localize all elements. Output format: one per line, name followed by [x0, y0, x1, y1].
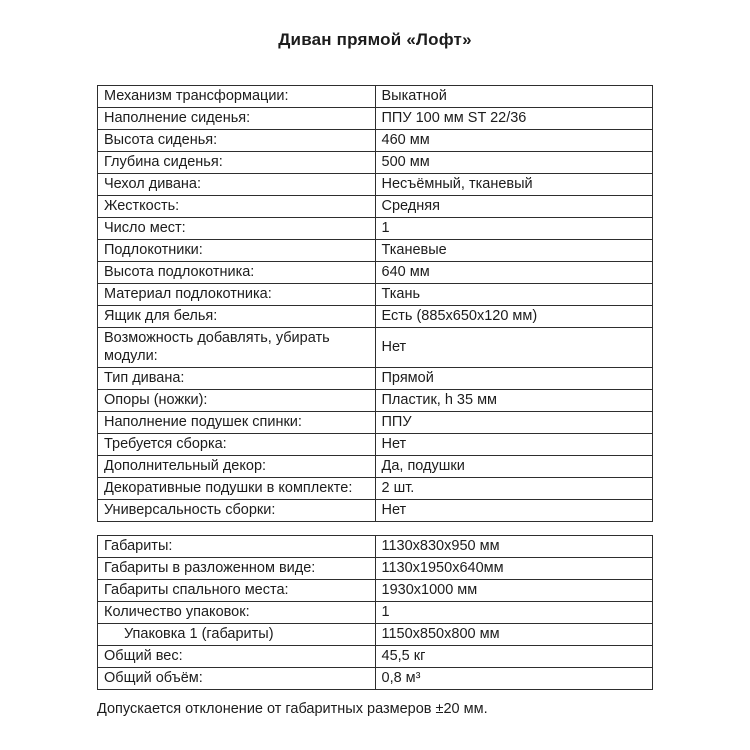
spec-label: Декоративные подушки в комплекте: — [98, 478, 376, 500]
dimension-label: Упаковка 1 (габариты) — [98, 624, 376, 646]
table-row — [98, 478, 653, 500]
spec-value: 500 мм — [375, 152, 653, 174]
table-row — [98, 558, 653, 580]
spec-table — [97, 85, 653, 522]
dimension-value: 1 — [375, 602, 653, 624]
dimensions-table — [97, 535, 653, 690]
spec-value: 640 мм — [375, 262, 653, 284]
tolerance-note: Допускается отклонение от габаритных размеров ±20 мм. — [97, 701, 488, 717]
spec-value: ППУ — [375, 412, 653, 434]
dimension-label: Общий объём: — [98, 668, 376, 690]
spec-label: Жесткость: — [98, 196, 376, 218]
spec-value: 1 — [375, 218, 653, 240]
spec-label: Материал подлокотника: — [98, 284, 376, 306]
spec-label: Высота сиденья: — [98, 130, 376, 152]
table-row — [98, 536, 653, 558]
page-title: Диван прямой «Лофт» — [278, 30, 472, 49]
spec-label: Возможность добавлять, убирать модули: — [98, 328, 376, 368]
table-row — [98, 368, 653, 390]
spec-label: Требуется сборка: — [98, 434, 376, 456]
table-row — [98, 602, 653, 624]
spec-label: Глубина сиденья: — [98, 152, 376, 174]
table-row — [98, 580, 653, 602]
spec-label: Наполнение сиденья: — [98, 108, 376, 130]
spec-label: Механизм трансформации: — [98, 86, 376, 108]
spec-value: ППУ 100 мм ST 22/36 — [375, 108, 653, 130]
spec-label: Универсальность сборки: — [98, 500, 376, 522]
table-row — [98, 262, 653, 284]
spec-value: Выкатной — [375, 86, 653, 108]
spec-value: Прямой — [375, 368, 653, 390]
spec-value: Нет — [375, 434, 653, 456]
dimension-value: 1130х1950х640мм — [375, 558, 653, 580]
table-row — [98, 646, 653, 668]
table-row — [98, 306, 653, 328]
spec-value: Тканевые — [375, 240, 653, 262]
spec-label: Дополнительный декор: — [98, 456, 376, 478]
spec-value: 2 шт. — [375, 478, 653, 500]
spec-label: Тип дивана: — [98, 368, 376, 390]
table-row — [98, 152, 653, 174]
table-row — [98, 500, 653, 522]
table-row — [98, 456, 653, 478]
dimension-label: Габариты спального места: — [98, 580, 376, 602]
table-row — [98, 240, 653, 262]
spec-value: Несъёмный, тканевый — [375, 174, 653, 196]
spec-label: Высота подлокотника: — [98, 262, 376, 284]
table-row — [98, 174, 653, 196]
dimension-label: Количество упаковок: — [98, 602, 376, 624]
table-row — [98, 86, 653, 108]
spec-label: Число мест: — [98, 218, 376, 240]
spec-label: Ящик для белья: — [98, 306, 376, 328]
spec-value: Нет — [375, 328, 653, 368]
table-row — [98, 196, 653, 218]
spec-value: 460 мм — [375, 130, 653, 152]
dimension-label: Габариты в разложенном виде: — [98, 558, 376, 580]
spec-value: Пластик, h 35 мм — [375, 390, 653, 412]
spec-value: Да, подушки — [375, 456, 653, 478]
spec-label: Чехол дивана: — [98, 174, 376, 196]
table-row — [98, 130, 653, 152]
table-row — [98, 434, 653, 456]
table-row — [98, 108, 653, 130]
spec-value: Средняя — [375, 196, 653, 218]
table-gap — [97, 522, 653, 535]
dimension-value: 1150х850х800 мм — [375, 624, 653, 646]
spec-label: Опоры (ножки): — [98, 390, 376, 412]
spec-value: Нет — [375, 500, 653, 522]
dimension-value: 1930х1000 мм — [375, 580, 653, 602]
dimension-value: 0,8 м³ — [375, 668, 653, 690]
spec-label: Подлокотники: — [98, 240, 376, 262]
dimension-value: 1130х830х950 мм — [375, 536, 653, 558]
table-row — [98, 328, 653, 368]
table-row — [98, 284, 653, 306]
table-row — [98, 668, 653, 690]
spec-label: Наполнение подушек спинки: — [98, 412, 376, 434]
spec-value: Есть (885х650х120 мм) — [375, 306, 653, 328]
dimension-label: Габариты: — [98, 536, 376, 558]
table-row — [98, 624, 653, 646]
table-row — [98, 218, 653, 240]
dimension-label: Общий вес: — [98, 646, 376, 668]
spec-value: Ткань — [375, 284, 653, 306]
table-row — [98, 390, 653, 412]
dimension-value: 45,5 кг — [375, 646, 653, 668]
table-row — [98, 412, 653, 434]
